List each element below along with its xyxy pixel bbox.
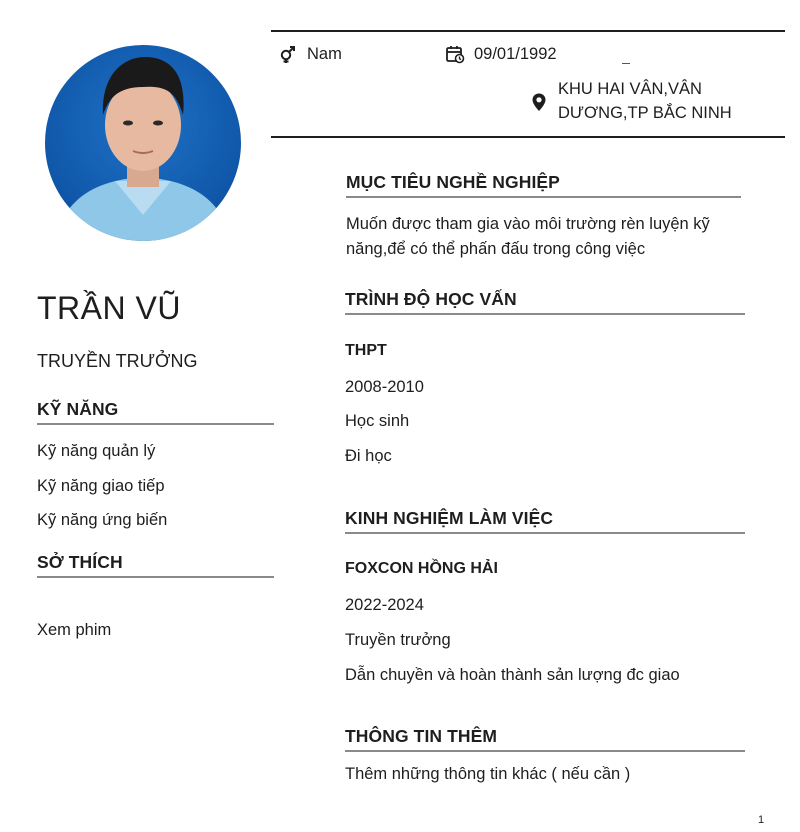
additional-rule — [345, 750, 745, 752]
page-number: 1 — [758, 814, 765, 826]
experience-rule — [345, 532, 745, 534]
address-line-2: DƯƠNG,TP BẮC NINH — [558, 104, 732, 122]
hobby-item: Xem phim — [37, 621, 112, 639]
hobbies-heading: SỞ THÍCH — [37, 552, 123, 572]
birthdate-value: 09/01/1992 — [474, 45, 557, 63]
experience-heading: KINH NGHIỆM LÀM VIỆC — [345, 508, 554, 528]
education-description: Đi học — [345, 447, 392, 465]
address-line-1: KHU HAI VÂN,VÂN — [558, 80, 702, 98]
portrait-photo — [45, 45, 241, 241]
experience-company: FOXCON HỒNG HẢI — [345, 560, 498, 577]
avatar — [45, 45, 241, 241]
education-school: THPT — [345, 342, 387, 359]
gender-value: Nam — [307, 45, 342, 63]
additional-text: Thêm những thông tin khác ( nếu cần ) — [345, 765, 631, 783]
calendar-icon — [445, 44, 465, 64]
education-rule — [345, 313, 745, 315]
education-period: 2008-2010 — [345, 378, 424, 396]
education-heading: TRÌNH ĐỘ HỌC VẤN — [345, 289, 517, 309]
skill-item: Kỹ năng ứng biến — [37, 511, 168, 529]
skill-item: Kỹ năng quản lý — [37, 442, 156, 460]
additional-heading: THÔNG TIN THÊM — [345, 726, 498, 746]
gender-icon — [278, 44, 298, 64]
candidate-name: TRẦN VŨ — [37, 290, 181, 326]
skill-item: Kỹ năng giao tiếp — [37, 477, 165, 495]
experience-role: Truyền trưởng — [345, 631, 451, 649]
experience-period: 2022-2024 — [345, 596, 424, 614]
experience-description: Dẫn chuyền và hoàn thành sản lượng đc giao — [345, 666, 680, 684]
candidate-title: TRUYỀN TRƯỞNG — [37, 351, 198, 371]
skills-heading: KỸ NĂNG — [37, 399, 119, 419]
contact-divider-mark — [622, 63, 630, 64]
contact-bottom-rule — [271, 136, 785, 138]
objective-rule — [346, 196, 741, 198]
location-pin-icon — [529, 92, 549, 112]
skills-rule — [37, 423, 274, 425]
objective-line-2: năng,để có thể phấn đấu trong công việc — [346, 240, 646, 258]
education-role: Học sinh — [345, 412, 410, 430]
hobbies-rule — [37, 576, 274, 578]
contact-top-rule — [271, 30, 785, 32]
objective-heading: MỤC TIÊU NGHỀ NGHIỆP — [346, 172, 560, 192]
objective-line-1: Muốn được tham gia vào môi trường rèn luyện kỹ — [346, 215, 710, 233]
